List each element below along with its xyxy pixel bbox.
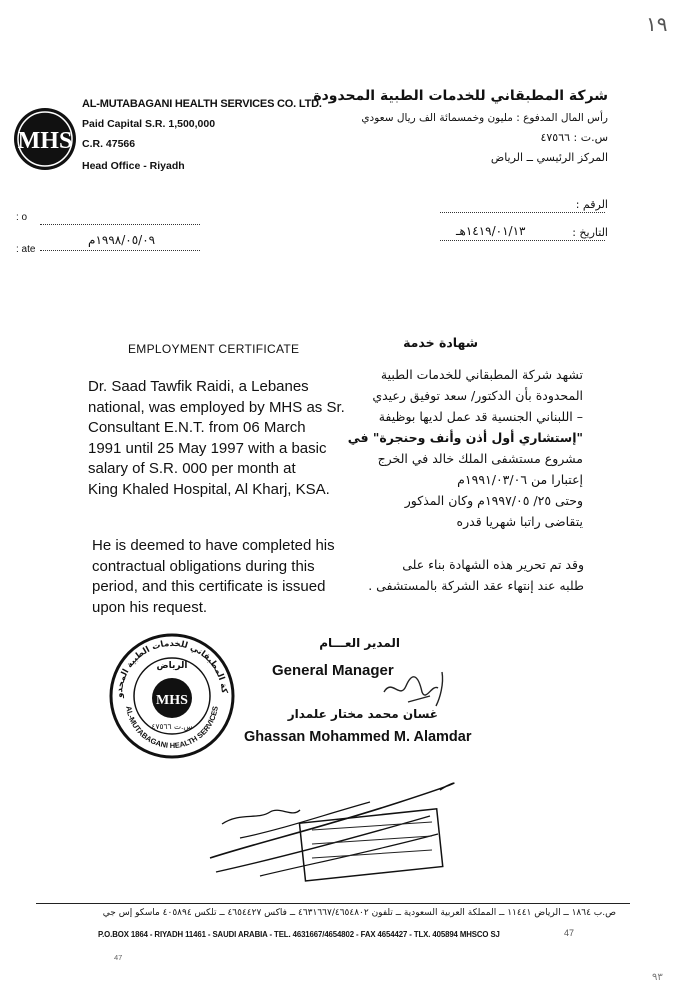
ref-label-ar: الرقم : (575, 198, 608, 211)
date-line-en (40, 250, 200, 251)
signatory-title-en: General Manager (272, 662, 394, 679)
ref-line-en (40, 224, 200, 225)
logo-text: MHS (17, 128, 73, 154)
stamp-cr: س.ت ٤٧٥٦٦ (151, 722, 193, 731)
footer-address-en: P.O.BOX 1864 - RIYADH 11461 - SAUDI ARABIA - TEL. 4631667/4654802 - FAX 4654427 - TLX. 405894 MHSCO SJ (98, 930, 500, 939)
date-gregorian: ١٩٩٨/٠٥/٠٩م (88, 233, 156, 247)
certificate-closing-en (92, 536, 348, 618)
date-label-en: : ate (16, 244, 36, 255)
closing-ar-line: وقد تم تحرير هذه الشهادة بناء على (402, 557, 584, 572)
page-corner-mark: ١٩ (646, 12, 668, 36)
body-ar-line: "إستشاري أول أذن وأنف وحنجرة" في (347, 430, 583, 445)
footer-page-number: 47 (564, 928, 575, 938)
closing-en-line: He is deemed to have completed his (92, 537, 335, 554)
body-ar-line: مشروع مستشفى الملك خالد في الخرج (377, 451, 583, 466)
cr-number-en: C.R. 47566 (82, 138, 136, 150)
certificate-closing-ar (352, 554, 584, 596)
stamp-city: الرياض (156, 661, 188, 671)
closing-en-line: upon his request. (92, 598, 208, 616)
signatory-name-ar: غسان محمد مختار علمدار (287, 707, 438, 721)
body-ar-line: يتقاضى راتبا شهريا قدره (456, 514, 583, 529)
body-en-line: 1991 until 25 May 1997 with a basic (88, 439, 327, 457)
footer-rule (36, 903, 630, 904)
scribble-annotation (200, 772, 460, 890)
ref-line-ar (440, 212, 605, 213)
certificate-title-ar: شهادة خدمة (403, 335, 478, 350)
paid-capital-en: Paid Capital S.R. 1,500,000 (82, 118, 216, 130)
handwritten-signature (378, 662, 458, 712)
company-name-ar: شركة المطبقاني للخدمات الطبية المحدودة (313, 88, 608, 104)
paid-capital-ar: رأس المال المدفوع : مليون وخمسمائة الف ريال سعودي (361, 112, 608, 124)
body-en-line: salary of S.R. 000 per month at (88, 460, 296, 477)
company-logo (12, 106, 78, 172)
closing-en-line: contractual obligations during this (92, 557, 315, 575)
body-ar-line: – اللبناني الجنسية قد عمل لديها بوظيفة (378, 409, 583, 424)
corner-bottom-right: ٩٣ (652, 972, 663, 983)
stamp-ring-en: AL-MUTABAGANI HEALTH SERVICES (124, 705, 220, 751)
signatory-name-en: Ghassan Mohammed M. Alamdar (244, 729, 472, 745)
signatory-title-ar: المدير العـــام (319, 636, 400, 650)
body-en-line: Consultant E.N.T. from 06 March (88, 419, 306, 436)
closing-en-line: period, and this certificate is issued (92, 578, 326, 595)
company-stamp (108, 632, 236, 760)
head-office-en: Head Office - Riyadh (82, 160, 185, 172)
cr-number-ar: س.ت : ٤٧٥٦٦ (540, 131, 608, 144)
body-ar-line: المحدودة بأن الدكتور/ سعد توفيق رعيدي (372, 388, 583, 403)
date-hijri: ١٤١٩/٠١/١٣هـ (456, 224, 526, 238)
company-name-en: AL-MUTABAGANI HEALTH SERVICES CO. LTD. (82, 98, 322, 110)
ref-label-en: : o (16, 212, 28, 223)
date-line-ar (440, 240, 605, 241)
body-en-line: King Khaled Hospital, Al Kharj, KSA. (88, 480, 330, 498)
footer-small-note: 47 (114, 953, 123, 962)
body-ar-line: وحتى ٢٥/ ١٩٩٧/٠٥م وكان المذكور (404, 493, 583, 508)
certificate-body-en (88, 377, 346, 500)
certificate-body-ar (348, 364, 583, 532)
stamp-center: MHS (156, 693, 188, 708)
closing-ar-line: طلبه عند إنتهاء عقد الشركة بالمستشفى . (368, 578, 584, 593)
stamp-ring-ar: كة المطبقاني للخدمات الطبية المحدو (114, 638, 229, 698)
body-ar-line: تشهد شركة المطبقاني للخدمات الطبية (380, 367, 583, 382)
footer-address-ar: ص.ب ١٨٦٤ ــ الرياض ١١٤٤١ ــ المملكة العربية السعودية ــ تلفون ٤٦٣١٦٦٧/٤٦٥٤٨٠٢ ــ فاكس ٤٦٥٤٤٢٧ ــ تلكس ٤٠٥٨٩٤ ماسكو إس جي (102, 908, 616, 918)
head-office-ar: المركز الرئيسي ــ الرياض (490, 151, 608, 164)
body-ar-line: إعتبارا من ١٩٩١/٠٣/٠٦م (457, 472, 583, 487)
certificate-title-en: EMPLOYMENT CERTIFICATE (128, 342, 300, 356)
date-label-ar: التاريخ : (572, 226, 608, 239)
body-en-line: Dr. Saad Tawfik Raidi, a Lebanes (88, 378, 309, 395)
body-en-line: national, was employed by MHS as Sr. (88, 398, 345, 416)
